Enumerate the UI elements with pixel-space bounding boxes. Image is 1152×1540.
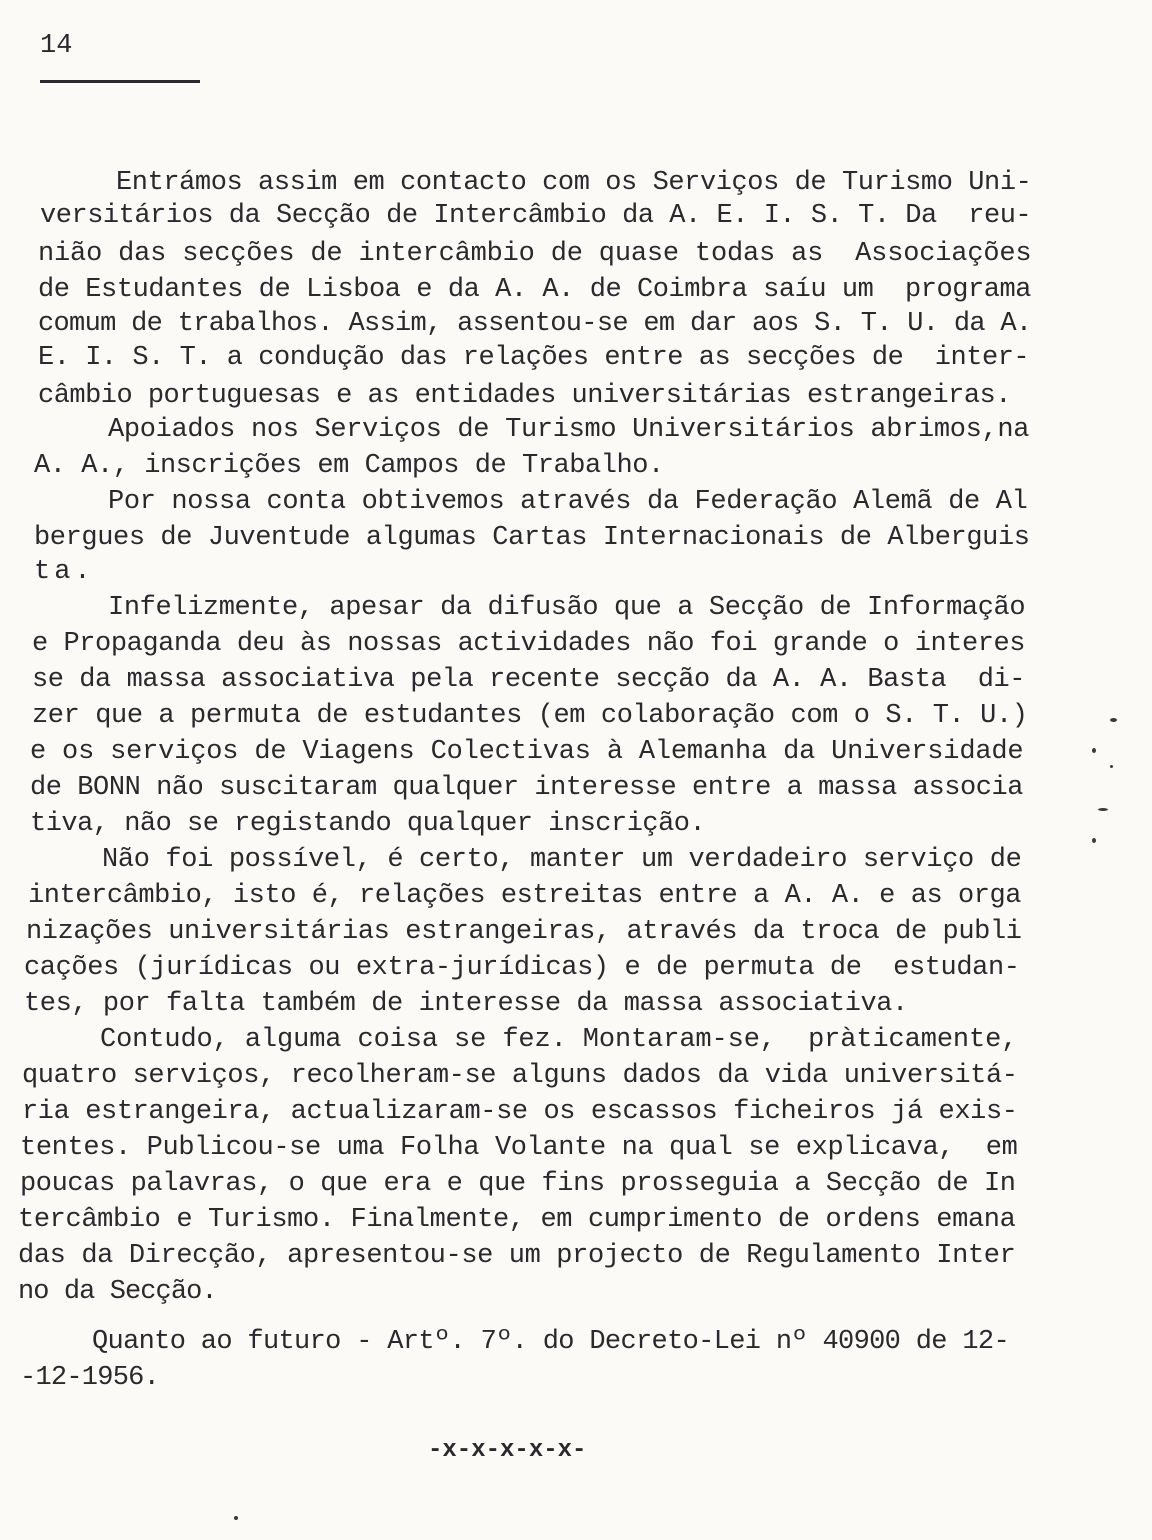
text-line: tentes. Publicou-se uma Folha Volante na qual se explicava, em [20,1133,1018,1163]
text-line: poucas palavras, o que era e que fins prosseguia a Secção de In [20,1169,1016,1199]
text-line: Não foi possível, é certo, manter um verdadeiro serviço de [102,845,1022,875]
text-line: das da Direcção, apresentou-se um projecto de Regulamento Inter [18,1241,1016,1271]
text-line: Contudo, alguma coisa se fez. Montaram-se, pràticamente, [100,1025,1018,1055]
text-line: ria estrangeira, actualizaram-se os escassos ficheiros já exis- [22,1097,1018,1127]
text-line: no da Secção. [18,1277,217,1307]
scan-speck [1092,838,1096,843]
text-line: de BONN não suscitaram qualquer interesse entre a massa associa [30,773,1024,803]
text-line: Apoiados nos Serviços de Turismo Universitários abrimos,na [108,415,1030,445]
text-line: cações (jurídicas ou extra-jurídicas) e de permuta de estudan- [24,953,1020,983]
text-line: tercâmbio e Turismo. Finalmente, em cumprimento de ordens emana [18,1205,1016,1235]
scan-speck [1098,808,1108,811]
scan-speck [1092,748,1096,753]
text-line: Quanto ao futuro - Artº. 7º. do Decreto-Lei nº 40900 de 12- [92,1327,1010,1357]
scan-speck [234,1516,238,1520]
text-line: nião das secções de intercâmbio de quase todas as Associações [38,239,1032,269]
text-line: -12-1956. [20,1363,160,1393]
text-line: ta. [34,557,95,587]
text-line: câmbio portuguesas e as entidades universitárias estrangeiras. [38,381,1011,411]
text-line: e os serviços de Viagens Colectivas à Alemanha da Universidade [30,737,1024,767]
text-line: tiva, não se registando qualquer inscrição. [30,809,706,839]
text-line: Infelizmente, apesar da difusão que a Secção de Informação [108,593,1026,623]
text-line: A. A., inscrições em Campos de Trabalho. [34,451,664,481]
text-line: versitários da Secção de Intercâmbio da A. E. I. S. T. Da reu- [40,201,1032,231]
text-line: bergues de Juventude algumas Cartas Internacionais de Alberguis [34,523,1030,553]
text-line: nizações universitárias estrangeiras, através da troca de publi [26,917,1022,947]
text-line: de Estudantes de Lisboa e da A. A. de Coimbra saíu um programa [38,275,1032,305]
end-of-section-mark: -x-x-x-x-x- [428,1437,587,1464]
text-line: se da massa associativa pela recente secção da A. A. Basta di- [32,665,1026,695]
text-line: comum de trabalhos. Assim, assentou-se em dar aos S. T. U. da A. [38,309,1032,339]
text-line: intercâmbio, isto é, relações estreitas entre a A. A. e as orga [28,881,1022,911]
scan-speck [1110,718,1117,722]
text-line: Entrámos assim em contacto com os Serviços de Turismo Uni- [116,168,1032,198]
page-number-underline [40,80,200,83]
text-line: e Propaganda deu às nossas actividades não foi grande o interes [32,629,1026,659]
scan-speck [1110,765,1113,768]
text-line: Por nossa conta obtivemos através da Federação Alemã de Al [108,487,1028,517]
text-line: quatro serviços, recolheram-se alguns dados da vida universitá- [22,1061,1018,1091]
text-line: zer que a permuta de estudantes (em colaboração com o S. T. U.) [32,701,1028,731]
text-line: E. I. S. T. a condução das relações entre as secções de inter- [38,343,1030,373]
page-number: 14 [40,31,73,61]
text-line: tes, por falta também de interesse da massa associativa. [24,989,908,1019]
